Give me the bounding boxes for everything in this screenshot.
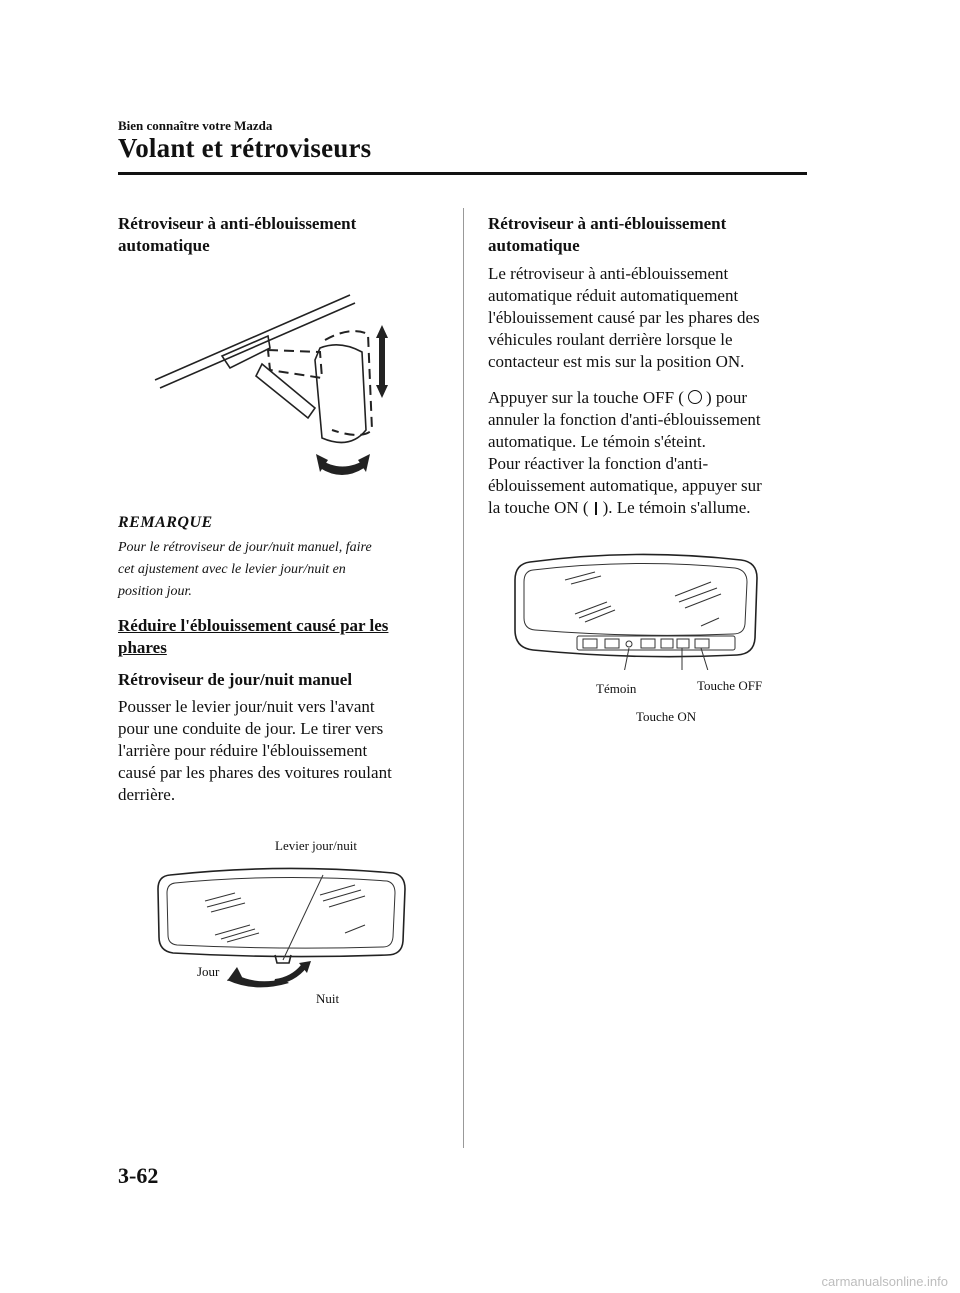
paragraph-line: Pousser le levier jour/nuit vers l'avant xyxy=(118,697,375,716)
paragraph-line xyxy=(488,497,762,519)
on-button xyxy=(677,639,689,648)
paragraph-line: Le rétroviseur à anti-éblouissement xyxy=(488,264,729,283)
off-symbol-icon xyxy=(688,390,702,404)
heading-line: Réduire l'éblouissement causé par les xyxy=(118,616,389,635)
paragraph-line: contacteur est mis sur la position ON. xyxy=(488,352,745,371)
note-line: position jour. xyxy=(118,584,192,599)
off-button-label: Touche OFF xyxy=(697,678,763,693)
off-on-instructions xyxy=(488,387,762,519)
glare-reduction-heading xyxy=(118,615,388,659)
on-button-label: Touche ON xyxy=(636,709,697,724)
home-button-icon xyxy=(583,639,597,648)
heading-line: phares xyxy=(118,638,167,657)
manual-mirror-figure xyxy=(155,855,410,1000)
auto-mirror-figure xyxy=(505,550,765,670)
leader-line xyxy=(623,648,629,670)
night-arrow-icon xyxy=(273,965,307,985)
note-title: REMARQUE xyxy=(118,514,213,531)
auto-mirror-paragraph xyxy=(488,263,760,373)
text-fragment: la touche ON ( xyxy=(488,498,589,517)
mirror-glass xyxy=(167,877,395,948)
off-button xyxy=(695,639,709,648)
watermark: carmanualsonline.info xyxy=(821,1274,948,1289)
on-symbol-icon xyxy=(595,502,597,515)
reflection-lines xyxy=(565,572,721,626)
text-fragment: ) pour xyxy=(705,388,748,407)
manual-mirror-subheading: Rétroviseur de jour/nuit manuel xyxy=(118,670,353,689)
paragraph-line: annuler la fonction d'anti-éblouissement xyxy=(488,410,761,429)
page-number: 3-62 xyxy=(118,1163,159,1188)
day-label: Jour xyxy=(197,964,220,979)
mirror-glass xyxy=(524,563,747,635)
heading-line: Rétroviseur à anti-éblouissement xyxy=(118,214,357,233)
home-button-icon xyxy=(641,639,655,648)
section-label: Bien connaître votre Mazda xyxy=(118,118,273,133)
paragraph-line: éblouissement automatique, appuyer sur xyxy=(488,476,762,495)
indicator-label: Témoin xyxy=(596,681,637,696)
heading-line: automatique xyxy=(118,236,210,255)
leader-line xyxy=(283,875,323,960)
mirror-frame xyxy=(515,554,757,656)
left-heading-auto-dimming xyxy=(118,213,356,257)
paragraph-line: l'éblouissement causé par les phares des xyxy=(488,308,760,327)
night-label: Nuit xyxy=(316,991,340,1006)
paragraph-line: causé par les phares des voitures roulant xyxy=(118,763,392,782)
mirror-tilt-figure xyxy=(150,290,390,490)
button-icon xyxy=(661,639,673,648)
column-divider xyxy=(463,208,464,1148)
manual-mirror-paragraph xyxy=(118,696,392,806)
reflection-lines xyxy=(205,885,365,942)
note-line: Pour le rétroviseur de jour/nuit manuel, faire xyxy=(118,540,372,555)
mirror-arm-alt-position xyxy=(268,350,322,378)
home-button-icon xyxy=(605,639,619,648)
paragraph-line: automatique. Le témoin s'éteint. xyxy=(488,432,706,451)
button-strip xyxy=(577,636,735,650)
leader-line xyxy=(701,648,709,670)
text-fragment: ). Le témoin s'allume. xyxy=(602,498,751,517)
lever-label: Levier jour/nuit xyxy=(275,838,357,853)
paragraph-line: derrière. xyxy=(118,785,176,804)
mirror-body xyxy=(315,345,366,443)
paragraph-line: pour une conduite de jour. Le tirer vers xyxy=(118,719,384,738)
up-down-arrow-icon xyxy=(376,325,388,398)
arrow-head xyxy=(227,967,243,981)
heading-line: Rétroviseur à anti-éblouissement xyxy=(488,214,727,233)
text-fragment: Appuyer sur la touche OFF ( xyxy=(488,388,684,407)
heading-line: automatique xyxy=(488,236,580,255)
page-title: Volant et rétroviseurs xyxy=(118,133,372,163)
note-text xyxy=(118,537,372,603)
paragraph-line: automatique réduit automatiquement xyxy=(488,286,739,305)
title-rule xyxy=(118,172,807,175)
paragraph-line: l'arrière pour réduire l'éblouissement xyxy=(118,741,368,760)
paragraph-line xyxy=(488,387,762,409)
indicator-light xyxy=(626,641,632,647)
paragraph-line: Pour réactiver la fonction d'anti- xyxy=(488,454,709,473)
note-line: cet ajustement avec le levier jour/nuit en xyxy=(118,562,346,577)
right-heading-auto-dimming xyxy=(488,213,726,257)
paragraph-line: véhicules roulant derrière lorsque le xyxy=(488,330,733,349)
